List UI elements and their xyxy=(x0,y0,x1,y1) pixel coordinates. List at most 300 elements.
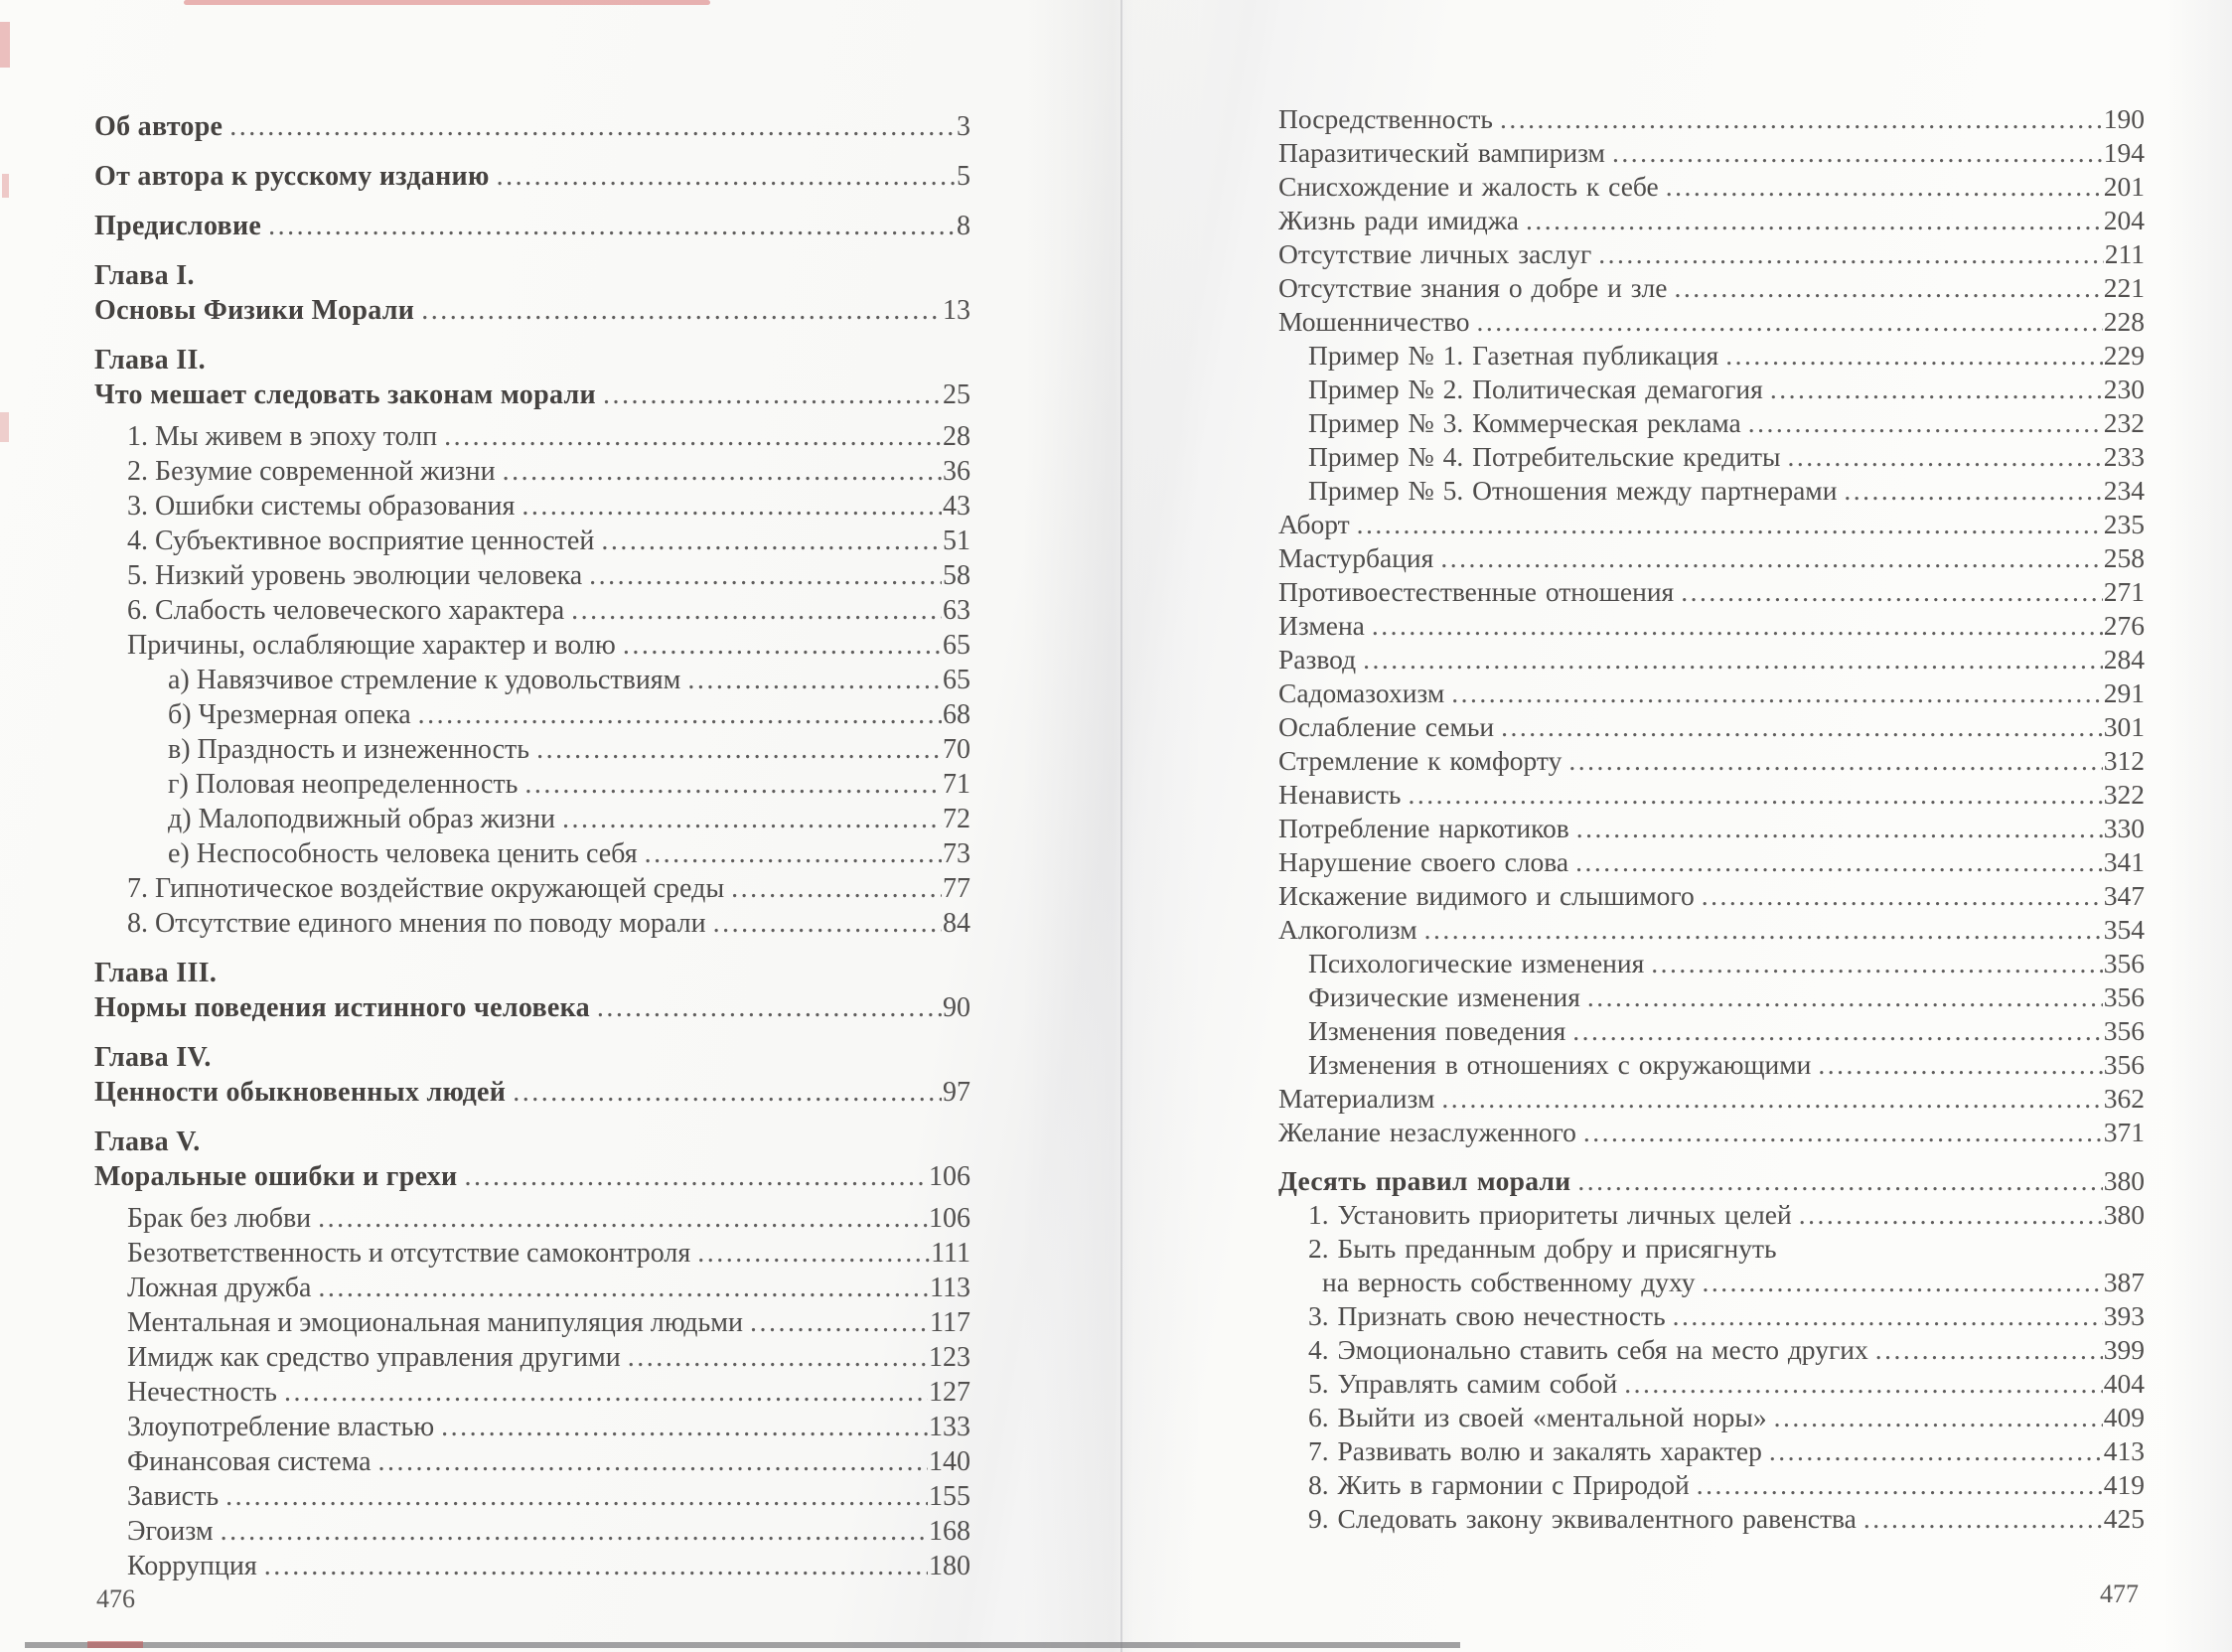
toc-entry-page: 356 xyxy=(2103,1049,2145,1080)
dot-leader xyxy=(713,906,942,941)
toc-entry xyxy=(94,209,970,243)
toc-entry xyxy=(94,1479,970,1514)
toc-entry-page: 106 xyxy=(929,1161,970,1192)
toc-entry xyxy=(1278,676,2145,710)
toc-entry-page: 356 xyxy=(2103,981,2145,1012)
toc-entry-title: Мастурбация xyxy=(1278,542,1434,573)
toc-entry-page: 228 xyxy=(2103,306,2145,337)
toc-entry-page: 380 xyxy=(2103,1165,2145,1196)
toc-entry-title: Жизнь ради имиджа xyxy=(1278,205,1519,235)
scan-artifact-bottom-strip xyxy=(25,1642,1460,1648)
toc-entry xyxy=(1278,1434,2145,1468)
toc-entry-page: 312 xyxy=(2103,745,2145,776)
toc-entry-title: Безответственность и отсутствие самоконтроля xyxy=(127,1238,691,1269)
page-number-right: 477 xyxy=(2100,1579,2139,1608)
toc-entry-page: 371 xyxy=(2103,1117,2145,1147)
dot-leader xyxy=(221,1514,928,1549)
toc-entry xyxy=(94,109,970,144)
toc-entry-title: Мошенничество xyxy=(1278,306,1470,337)
toc-entry-title: Нормы поведения истинного человека xyxy=(94,992,590,1023)
toc-entry-title: Отсутствие знания о добре и зле xyxy=(1278,272,1668,303)
dot-leader xyxy=(318,1271,929,1305)
toc-entry xyxy=(94,1236,970,1271)
dot-leader xyxy=(1587,980,2103,1014)
toc-entry-page: 43 xyxy=(943,491,970,522)
dot-leader xyxy=(601,524,942,558)
toc-entry-title: Стремление к комфорту xyxy=(1278,745,1562,776)
toc-entry xyxy=(1278,237,2145,271)
toc-entry-title: Желание незаслуженного xyxy=(1278,1117,1576,1147)
toc-entry-title: 5. Низкий уровень эволюции человека xyxy=(127,560,583,591)
toc-entry xyxy=(1278,913,2145,947)
toc-left-page xyxy=(94,109,970,1583)
toc-entry-title: 6. Слабость человеческого характера xyxy=(127,595,565,626)
toc-entry xyxy=(94,343,970,377)
dot-leader xyxy=(1575,845,2103,879)
toc-entry-page: 235 xyxy=(2103,509,2145,539)
toc-entry-page: 65 xyxy=(943,665,970,695)
toc-entry xyxy=(1278,1502,2145,1536)
toc-entry xyxy=(1278,541,2145,575)
dot-leader xyxy=(1372,609,2103,643)
toc-entry-page: 58 xyxy=(943,560,970,591)
dot-leader xyxy=(1424,913,2103,947)
dot-leader xyxy=(1748,406,2103,440)
toc-entry-title: 7. Гипнотическое воздействие окружающей среды xyxy=(127,873,725,904)
toc-entry-title: Аборт xyxy=(1278,509,1350,539)
toc-entry-page: 73 xyxy=(943,838,970,869)
toc-entry-page: 232 xyxy=(2103,407,2145,438)
toc-entry-title: Об авторе xyxy=(94,111,223,142)
toc-entry-page: 155 xyxy=(929,1481,970,1512)
dot-leader xyxy=(628,1340,928,1375)
toc-entry xyxy=(94,258,970,293)
toc-entry xyxy=(94,1375,970,1410)
toc-entry-title: Снисхождение и жалость к себе xyxy=(1278,171,1659,202)
toc-entry-title: Имидж как средство управления другими xyxy=(127,1342,621,1373)
toc-entry xyxy=(1278,1266,2145,1299)
toc-entry-page: 77 xyxy=(943,873,970,904)
toc-entry xyxy=(94,419,970,454)
toc-entry-page: 221 xyxy=(2103,272,2145,303)
toc-entry-page: 123 xyxy=(929,1342,970,1373)
toc-entry-page: 106 xyxy=(929,1203,970,1234)
toc-entry xyxy=(94,377,970,412)
toc-entry xyxy=(94,1125,970,1159)
toc-entry-title: Причины, ослабляющие характер и волю xyxy=(127,630,616,661)
toc-entry-page: 51 xyxy=(943,526,970,556)
toc-entry xyxy=(1278,1116,2145,1149)
dot-leader xyxy=(623,628,942,663)
toc-right-page xyxy=(1278,102,2145,1536)
dot-leader xyxy=(497,159,956,194)
toc-entry-page: 71 xyxy=(943,769,970,800)
page-number-left: 476 xyxy=(96,1584,135,1613)
dot-leader xyxy=(225,1479,928,1514)
toc-entry-page: 65 xyxy=(943,630,970,661)
dot-leader xyxy=(1500,102,2103,136)
toc-entry-title: Алкоголизм xyxy=(1278,914,1417,945)
toc-entry-title: Эгоизм xyxy=(127,1516,214,1547)
toc-entry xyxy=(1278,204,2145,237)
toc-entry xyxy=(1278,508,2145,541)
toc-entry-page: 25 xyxy=(943,379,970,410)
toc-entry-title: Посредственность xyxy=(1278,103,1493,134)
toc-entry-title: Глава V. xyxy=(94,1126,201,1157)
toc-entry-title: Пример № 3. Коммерческая реклама xyxy=(1308,407,1741,438)
toc-entry-page: 140 xyxy=(929,1446,970,1477)
toc-entry xyxy=(1278,845,2145,879)
toc-entry xyxy=(1278,1468,2145,1502)
scan-artifact-left-mark-2 xyxy=(2,174,9,198)
toc-entry-title: 2. Безумие современной жизни xyxy=(127,456,496,487)
toc-entry xyxy=(94,593,970,628)
toc-entry xyxy=(94,697,970,732)
toc-entry-title: 4. Эмоционально ставить себя на место других xyxy=(1308,1334,1868,1365)
toc-entry-page: 168 xyxy=(929,1516,970,1547)
dot-leader xyxy=(513,1075,942,1110)
toc-entry-page: 13 xyxy=(943,295,970,326)
toc-entry-page: 233 xyxy=(2103,441,2145,472)
toc-entry-page: 291 xyxy=(2103,677,2145,708)
toc-entry xyxy=(1278,1082,2145,1116)
toc-entry-page: 425 xyxy=(2103,1503,2145,1534)
toc-entry xyxy=(94,454,970,489)
toc-entry xyxy=(1278,1198,2145,1232)
toc-entry-title: 3. Признать свою нечестность xyxy=(1308,1300,1666,1331)
page-gutter-line xyxy=(1120,0,1122,1652)
toc-entry-page: 419 xyxy=(2103,1469,2145,1500)
toc-entry-page: 190 xyxy=(2103,103,2145,134)
toc-entry-page: 354 xyxy=(2103,914,2145,945)
toc-entry-title: Брак без любви xyxy=(127,1203,312,1234)
toc-entry-page: 362 xyxy=(2103,1083,2145,1114)
toc-entry xyxy=(1278,879,2145,913)
toc-entry xyxy=(94,293,970,328)
toc-entry xyxy=(94,732,970,767)
toc-entry-title: Глава I. xyxy=(94,260,195,291)
toc-entry-title: 1. Установить приоритеты личных целей xyxy=(1308,1199,1792,1230)
dot-leader xyxy=(1702,1266,2102,1299)
toc-entry-page: 194 xyxy=(2103,137,2145,168)
dot-leader xyxy=(1702,879,2103,913)
dot-leader xyxy=(418,697,942,732)
dot-leader xyxy=(1441,1082,2102,1116)
toc-entry xyxy=(1278,778,2145,812)
toc-entry xyxy=(1278,575,2145,609)
toc-entry xyxy=(1278,643,2145,676)
toc-entry-title: Нарушение своего слова xyxy=(1278,846,1569,877)
toc-entry-title: Коррупция xyxy=(127,1551,257,1581)
toc-entry xyxy=(1278,339,2145,373)
toc-entry xyxy=(1278,1014,2145,1048)
toc-entry xyxy=(94,767,970,802)
toc-entry-page: 127 xyxy=(929,1377,970,1408)
toc-entry xyxy=(1278,440,2145,474)
toc-entry-page: 8 xyxy=(957,211,970,241)
dot-leader xyxy=(378,1444,928,1479)
dot-leader xyxy=(731,871,942,906)
toc-entry-title: Пример № 4. Потребительские кредиты xyxy=(1308,441,1781,472)
toc-entry-page: 68 xyxy=(943,699,970,730)
dot-leader xyxy=(1598,237,2103,271)
toc-entry-title: 7. Развивать волю и закалять характер xyxy=(1308,1435,1762,1466)
dot-leader xyxy=(464,1159,928,1194)
toc-entry-title: Искажение видимого и слышимого xyxy=(1278,880,1695,911)
toc-entry xyxy=(94,990,970,1025)
toc-entry xyxy=(1278,136,2145,170)
toc-entry-title: е) Неспособность человека ценить себя xyxy=(168,838,638,869)
toc-entry xyxy=(94,1444,970,1479)
dot-leader xyxy=(421,293,942,328)
toc-entry-title: Психологические изменения xyxy=(1308,948,1645,978)
dot-leader xyxy=(571,593,942,628)
toc-entry-page: 399 xyxy=(2103,1334,2145,1365)
toc-entry-title: Материализм xyxy=(1278,1083,1435,1114)
toc-entry xyxy=(1278,1401,2145,1434)
dot-leader xyxy=(1651,947,2103,980)
toc-entry-page: 341 xyxy=(2103,846,2145,877)
toc-entry-title: Пример № 1. Газетная публикация xyxy=(1308,340,1719,371)
toc-entry-title: в) Праздность и изнеженность xyxy=(168,734,530,765)
dot-leader xyxy=(1681,575,2103,609)
dot-leader xyxy=(589,558,942,593)
toc-entry-page: 330 xyxy=(2103,813,2145,843)
toc-entry xyxy=(1278,1048,2145,1082)
toc-entry xyxy=(94,836,970,871)
toc-entry-page: 271 xyxy=(2103,576,2145,607)
dot-leader xyxy=(1666,170,2103,204)
toc-entry xyxy=(94,1410,970,1444)
toc-entry-page: 70 xyxy=(943,734,970,765)
dot-leader xyxy=(536,732,942,767)
toc-entry xyxy=(94,1305,970,1340)
toc-entry xyxy=(1278,710,2145,744)
dot-leader xyxy=(1863,1502,2103,1536)
scan-artifact-left-mark-1 xyxy=(0,22,10,68)
toc-entry-title: Пример № 2. Политическая демагогия xyxy=(1308,374,1763,404)
toc-entry-title: Ослабление семьи xyxy=(1278,711,1495,742)
toc-entry-page: 28 xyxy=(943,421,970,452)
toc-entry xyxy=(1278,947,2145,980)
toc-entry-page: 347 xyxy=(2103,880,2145,911)
toc-entry-page: 117 xyxy=(930,1307,970,1338)
toc-entry-title: Отсутствие личных заслуг xyxy=(1278,238,1592,269)
toc-entry xyxy=(94,956,970,990)
dot-leader xyxy=(1673,1299,2103,1333)
toc-entry-title: 3. Ошибки системы образования xyxy=(127,491,516,522)
toc-entry-title: а) Навязчивое стремление к удовольствиям xyxy=(168,665,681,695)
toc-entry-title: Пример № 5. Отношения между партнерами xyxy=(1308,475,1838,506)
toc-entry-page: 36 xyxy=(943,456,970,487)
dot-leader xyxy=(1875,1333,2103,1367)
toc-entry-page: 356 xyxy=(2103,1015,2145,1046)
toc-entry-page: 229 xyxy=(2103,340,2145,371)
toc-entry xyxy=(1278,406,2145,440)
toc-entry xyxy=(94,1340,970,1375)
toc-entry-page: 113 xyxy=(930,1273,970,1303)
toc-entry-title: д) Малоподвижный образ жизни xyxy=(168,804,555,834)
toc-entry xyxy=(1278,271,2145,305)
dot-leader xyxy=(1612,136,2103,170)
toc-entry-page: 387 xyxy=(2103,1267,2145,1297)
toc-entry-page: 409 xyxy=(2103,1402,2145,1432)
toc-entry xyxy=(94,802,970,836)
toc-entry xyxy=(1278,305,2145,339)
dot-leader xyxy=(524,767,942,802)
toc-entry-page: 276 xyxy=(2103,610,2145,641)
toc-entry xyxy=(1278,102,2145,136)
toc-entry-title: б) Чрезмерная опека xyxy=(168,699,411,730)
toc-entry xyxy=(1278,744,2145,778)
toc-entry-title: От автора к русскому изданию xyxy=(94,161,490,192)
toc-entry xyxy=(94,906,970,941)
toc-entry xyxy=(94,1549,970,1583)
toc-entry-title: 2. Быть преданным добру и присягнуть xyxy=(1308,1233,1777,1264)
toc-entry xyxy=(94,1075,970,1110)
dot-leader xyxy=(444,419,942,454)
toc-entry-page: 230 xyxy=(2103,374,2145,404)
toc-entry-title: Развод xyxy=(1278,644,1357,675)
toc-entry xyxy=(94,663,970,697)
dot-leader xyxy=(1572,1014,2103,1048)
toc-entry-page: 90 xyxy=(943,992,970,1023)
toc-entry-title: Потребление наркотиков xyxy=(1278,813,1569,843)
scan-artifact-right-edge-shade xyxy=(2165,0,2232,1652)
toc-entry-title: Ментальная и эмоциональная манипуляция людьми xyxy=(127,1307,743,1338)
toc-entry-title: Зависть xyxy=(127,1481,220,1512)
toc-entry xyxy=(1278,1367,2145,1401)
toc-entry-title: Злоупотребление властью xyxy=(127,1412,435,1442)
toc-entry-page: 211 xyxy=(2104,238,2145,269)
dot-leader xyxy=(1725,339,2103,373)
dot-leader xyxy=(1697,1468,2103,1502)
toc-entry-title: г) Половая неопределенность xyxy=(168,769,519,800)
toc-entry xyxy=(94,1514,970,1549)
toc-entry xyxy=(1278,373,2145,406)
toc-entry xyxy=(1278,170,2145,204)
dot-leader xyxy=(1844,474,2102,508)
toc-entry xyxy=(94,159,970,194)
toc-entry xyxy=(1278,1299,2145,1333)
dot-leader xyxy=(1769,1434,2103,1468)
toc-entry-title: Ложная дружба xyxy=(127,1273,312,1303)
toc-entry-page: 97 xyxy=(943,1077,970,1108)
toc-entry-page: 284 xyxy=(2103,644,2145,675)
toc-entry-page: 111 xyxy=(931,1238,970,1269)
dot-leader xyxy=(1568,744,2102,778)
toc-entry-page: 404 xyxy=(2103,1368,2145,1399)
dot-leader xyxy=(697,1236,930,1271)
toc-entry xyxy=(1278,1333,2145,1367)
toc-entry xyxy=(94,524,970,558)
toc-entry-title: Изменения в отношениях с окружающими xyxy=(1308,1049,1812,1080)
dot-leader xyxy=(284,1375,928,1410)
dot-leader xyxy=(441,1410,928,1444)
dot-leader xyxy=(1799,1198,2103,1232)
toc-entry-title: Измена xyxy=(1278,610,1365,641)
toc-entry-page: 180 xyxy=(929,1551,970,1581)
dot-leader xyxy=(597,990,942,1025)
toc-entry-title: Глава II. xyxy=(94,345,206,375)
toc-entry-page: 133 xyxy=(929,1412,970,1442)
dot-leader xyxy=(1451,676,2102,710)
toc-entry-page: 380 xyxy=(2103,1199,2145,1230)
dot-leader xyxy=(503,454,942,489)
toc-entry-title: Противоестественные отношения xyxy=(1278,576,1675,607)
toc-entry-page: 204 xyxy=(2103,205,2145,235)
toc-entry-page: 3 xyxy=(957,111,970,142)
scan-artifact-top-streak xyxy=(184,0,710,5)
toc-entry-title: Изменения поведения xyxy=(1308,1015,1566,1046)
toc-entry xyxy=(94,1271,970,1305)
dot-leader xyxy=(1674,271,2102,305)
dot-leader xyxy=(1357,508,2103,541)
toc-entry-title: Предисловие xyxy=(94,211,262,241)
toc-entry xyxy=(94,628,970,663)
dot-leader xyxy=(1363,643,2103,676)
toc-entry-title: Глава III. xyxy=(94,958,218,988)
toc-entry-title: Паразитический вампиризм xyxy=(1278,137,1605,168)
page-gutter-shadow xyxy=(1023,0,1202,1652)
dot-leader xyxy=(687,663,942,697)
dot-leader xyxy=(268,209,956,243)
toc-entry-title: Ненависть xyxy=(1278,779,1402,810)
toc-entry-page: 413 xyxy=(2103,1435,2145,1466)
toc-entry xyxy=(1278,980,2145,1014)
toc-entry-title: Физические изменения xyxy=(1308,981,1580,1012)
toc-entry xyxy=(94,1040,970,1075)
toc-entry-title: Садомазохизм xyxy=(1278,677,1445,708)
scan-artifact-left-mark-3 xyxy=(0,412,9,442)
dot-leader xyxy=(1774,1401,2103,1434)
toc-entry-page: 84 xyxy=(943,908,970,939)
dot-leader xyxy=(562,802,942,836)
dot-leader xyxy=(1583,1116,2103,1149)
toc-entry-title: 8. Отсутствие единого мнения по поводу морали xyxy=(127,908,706,939)
dot-leader xyxy=(1440,541,2102,575)
toc-entry-title: на верность собственному духу xyxy=(1322,1267,1696,1297)
toc-entry-page: 393 xyxy=(2103,1300,2145,1331)
toc-entry-title: 6. Выйти из своей «ментальной норы» xyxy=(1308,1402,1767,1432)
dot-leader xyxy=(1818,1048,2102,1082)
toc-entry xyxy=(94,1201,970,1236)
dot-leader xyxy=(229,109,956,144)
toc-entry-page: 301 xyxy=(2103,711,2145,742)
toc-entry xyxy=(94,489,970,524)
toc-entry xyxy=(94,558,970,593)
dot-leader xyxy=(603,377,942,412)
dot-leader xyxy=(1624,1367,2103,1401)
toc-entry-title: Десять правил морали xyxy=(1278,1165,1571,1196)
toc-entry-title: 5. Управлять самим собой xyxy=(1308,1368,1618,1399)
toc-entry-page: 234 xyxy=(2103,475,2145,506)
toc-entry-page: 201 xyxy=(2103,171,2145,202)
toc-entry-title: Моральные ошибки и грехи xyxy=(94,1161,458,1192)
toc-entry-title: 4. Субъективное восприятие ценностей xyxy=(127,526,595,556)
dot-leader xyxy=(521,489,942,524)
toc-entry xyxy=(1278,1232,2145,1266)
toc-entry xyxy=(1278,812,2145,845)
dot-leader xyxy=(1477,305,2103,339)
toc-entry-title: Финансовая система xyxy=(127,1446,372,1477)
toc-entry-title: Нечестность xyxy=(127,1377,277,1408)
dot-leader xyxy=(1770,373,2103,406)
toc-entry-page: 72 xyxy=(943,804,970,834)
toc-entry-title: 8. Жить в гармонии с Природой xyxy=(1308,1469,1690,1500)
toc-entry xyxy=(94,1159,970,1194)
toc-entry xyxy=(94,871,970,906)
